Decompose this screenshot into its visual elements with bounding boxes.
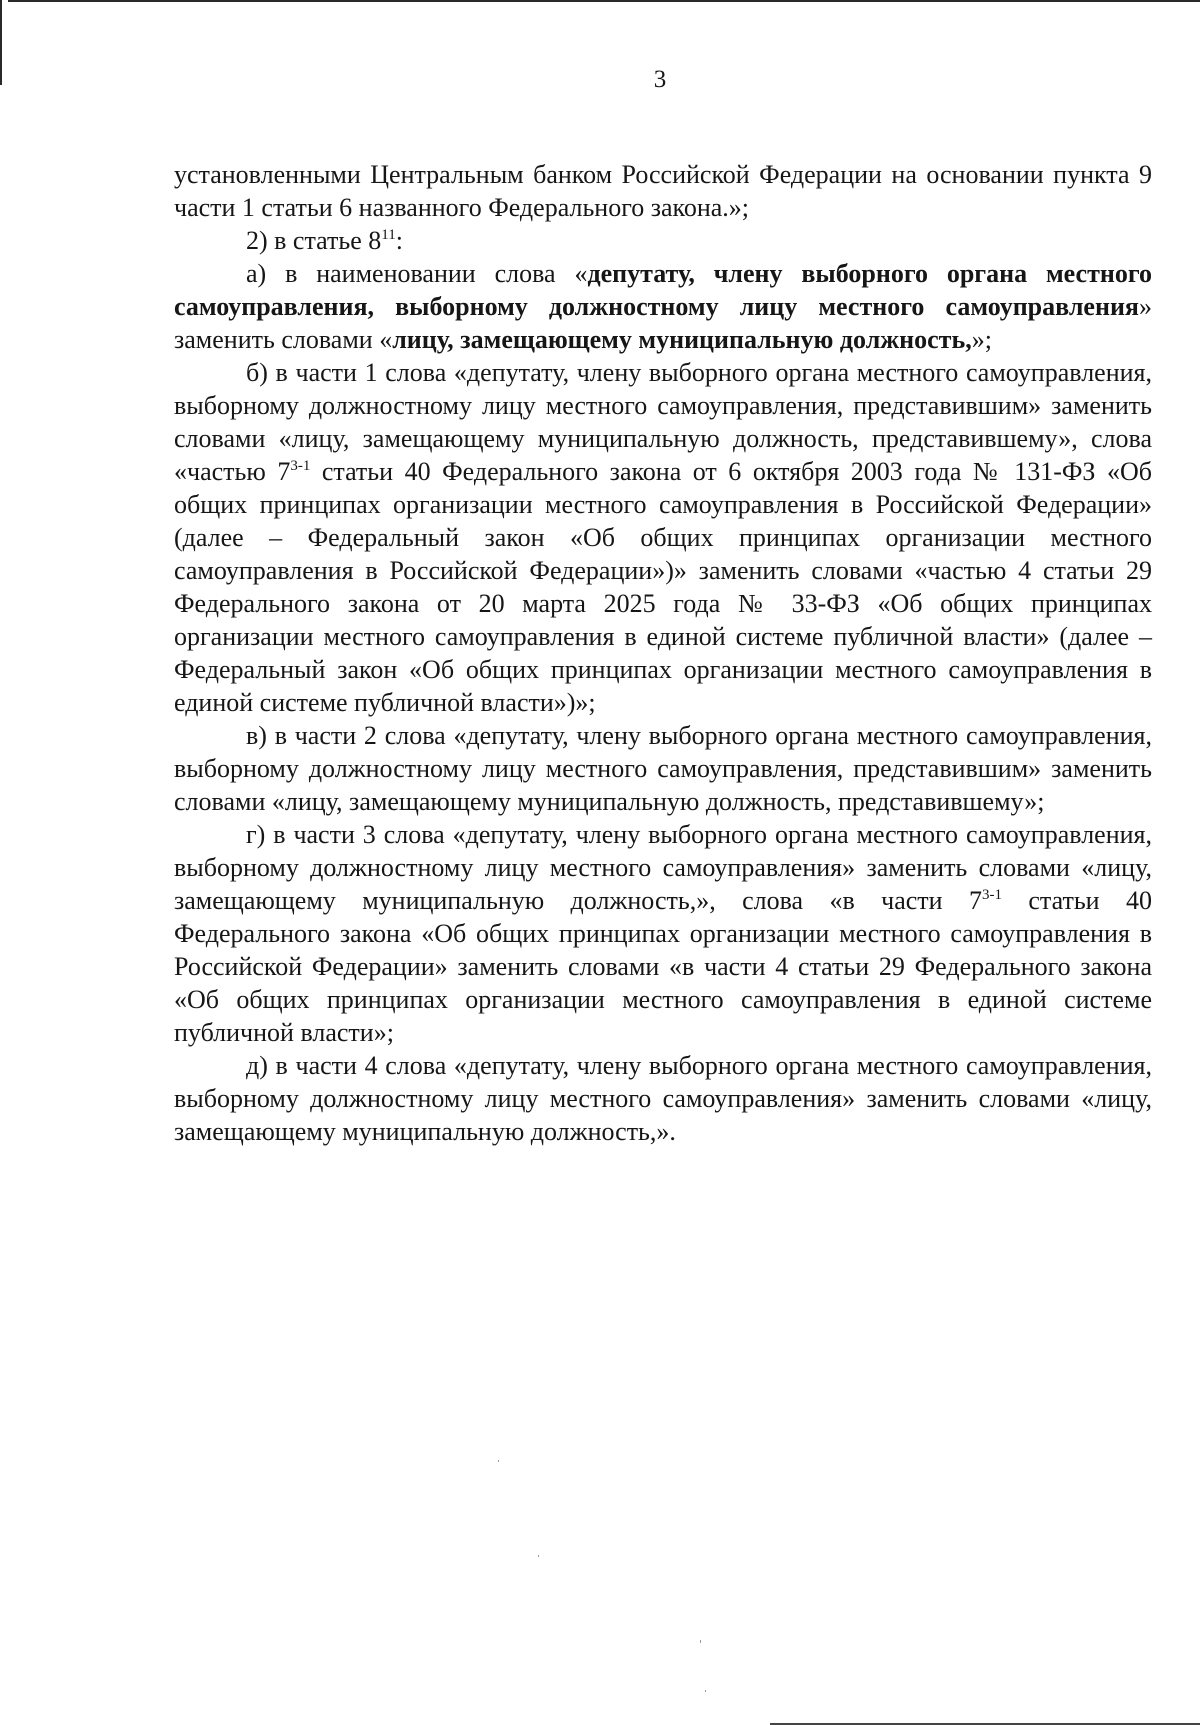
- paragraph-p5: [174, 818, 1152, 1049]
- page-number: 3: [653, 66, 667, 93]
- scan-speck: [538, 1555, 539, 1557]
- paragraph-p6: [174, 1049, 1152, 1148]
- paragraph-p1: [174, 224, 1152, 257]
- text-run: статьи 40 Федерального закона от 6 октября 2003 года № 131-ФЗ «Об общих принципах организации местного самоуправления в Российской Федерации» (далее – Федеральный закон «Об общих принципах организации местного самоуправления в Российской Федерации»)» заменить словами «частью 4 статьи 29 Федерального закона от 20 марта 2025 года № 33-ФЗ «Об общих принципах организации местного самоуправления в единой системе публичной власти» (далее – Федеральный закон «Об общих принципах организации местного самоуправления в единой системе публичной власти»)»;: [174, 457, 1152, 717]
- text-run: д) в части 4 слова «депутату, члену выборного органа местного самоуправления, выборному должностному лицу местного самоуправления» заменить словами «лицу, замещающему муниципальную должность,».: [174, 1051, 1152, 1146]
- scan-edge-top: [8, 0, 1200, 2]
- document-body: [174, 158, 1152, 1148]
- bold-text: депутату, члену выборного органа местного самоуправления, выборному должностному лицу местного самоуправления: [174, 259, 1152, 321]
- text-run: установленными Центральным банком Российской Федерации на основании пункта 9 части 1 статьи 6 названного Федерального закона.»;: [174, 160, 1152, 222]
- superscript-text: 3-1: [290, 458, 311, 474]
- paragraph-p3: [174, 356, 1152, 719]
- scan-speck: [498, 1460, 499, 1462]
- text-run: в) в части 2 слова «депутату, члену выборного органа местного самоуправления, выборному должностному лицу местного самоуправления, представившим» заменить словами «лицу, замещающему муниципальную должность, представившему»;: [174, 721, 1152, 816]
- text-run: :: [395, 226, 403, 255]
- scan-speck: [700, 1640, 701, 1643]
- bold-text: лицу, замещающему муниципальную должность,: [392, 325, 972, 354]
- text-run: а) в наименовании слова «: [246, 259, 588, 288]
- text-run: » заменить словами «: [174, 292, 1152, 354]
- text-run: г) в части 3 слова «депутату, члену выборного органа местного самоуправления, выборному должностному лицу местного самоуправления» заменить словами «лицу, замещающему муниципальную должность,», слова «в части 7: [174, 820, 1152, 915]
- text-run: 2) в статье 8: [246, 226, 382, 255]
- superscript-text: 3-1: [981, 887, 1002, 903]
- text-run: статьи 40 Федерального закона «Об общих принципах организации местного самоуправления в Российской Федерации» заменить словами «в части 4 статьи 29 Федерального закона «Об общих принципах организации местного самоуправления в единой системе публичной власти»;: [174, 886, 1152, 1047]
- scan-speck: [705, 1690, 706, 1692]
- text-run: »;: [971, 325, 992, 354]
- paragraph-p2: [174, 257, 1152, 356]
- paragraph-p0: [174, 158, 1152, 224]
- superscript-text: 11: [381, 227, 396, 243]
- text-run: б) в части 1 слова «депутату, члену выборного органа местного самоуправления, выборному должностному лицу местного самоуправления, представившим» заменить словами «лицу, замещающему муниципальную должность, представившему», слова «частью 7: [174, 358, 1152, 486]
- paragraph-p4: [174, 719, 1152, 818]
